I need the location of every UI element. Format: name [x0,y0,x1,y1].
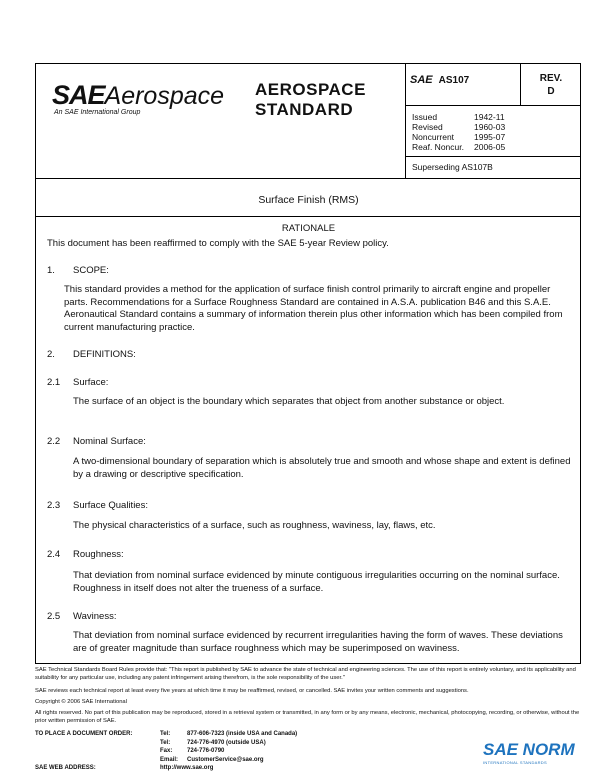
section-title: Roughness: [73,549,124,560]
watermark-text: SAE NORM [483,740,575,759]
rev-divider [520,63,521,105]
date-table [412,112,505,152]
date-value: 2006-05 [474,142,506,152]
document-number [410,74,469,86]
footer-board-rules: SAE Technical Standards Board Rules provide that: "This report is published by SAE to advance the state of technical and engineering sciences. The use of this report is entirely voluntary, and its applicability and suitability for any particular use, including any patent infringement arising therefrom, is the sole responsibility of the user." [35,667,576,681]
section-2-1-text: The surface of an object is the boundary which separates that object from another substance or object. [73,396,505,407]
section-number: 2.4 [47,549,61,560]
rationale-text: This document has been reaffirmed to comply with the SAE 5-year Review policy. [47,238,389,249]
date-row [412,112,505,122]
document-title: Surface Finish (RMS) [258,194,359,206]
date-row [412,142,505,152]
section-title: SCOPE: [73,265,109,276]
logo-tagline: An SAE International Group [54,109,141,116]
docno-bottom-rule [405,105,581,106]
section-2-5-text: That deviation from nominal surface evidenced by recurrent irregularities having the form of waves. These deviations are of greater magnitude than surface roughness which may be superimposed on waviness. [73,630,563,654]
date-label: Revised [412,122,443,132]
section-number: 2.2 [47,436,61,447]
section-title: Waviness: [73,611,117,622]
section-number: 2.3 [47,500,61,511]
dates-bottom-rule [405,156,581,157]
section-2-4-text: That deviation from nominal surface evidenced by minute contiguous irregularities occurring on the nominal surface. Roughness in itself does not alter the trueness of a surface. [73,570,560,594]
rev-label: REV. [539,73,563,84]
header-divider [405,63,406,178]
section-title: Surface: [73,377,109,388]
order-label: TO PLACE A DOCUMENT ORDER: [35,731,133,737]
sae-norm-watermark [483,740,575,765]
section-2-3-text: The physical characteristics of a surface, such as roughness, waviness, lay, flaws, etc. [73,520,436,531]
section-1-heading [47,265,109,276]
order-info [35,730,485,770]
date-value: 1995-07 [474,132,506,142]
section-number: 2.5 [47,611,61,622]
tel-value: 877-606-7323 (inside USA and Canada) [187,731,298,737]
section-number: 1. [47,265,55,276]
date-row [412,122,505,132]
footer-copyright: Copyright © 2006 SAE International [35,699,127,705]
fax-value: 724-776-0790 [187,748,225,755]
footer-rights: All rights reserved. No part of this publication may be reproduced, stored in a retrieval system or transmitted, in any form or by any means, electronic, mechanical, photocopying, recording, or otherwise, without the prior written permission of SAE. [35,710,580,724]
section-2-4-heading [47,549,124,560]
date-label: Issued [412,112,438,122]
tel2-label: Tel: [160,739,171,746]
doc-number-value: AS107 [438,75,470,86]
section-1-text: This standard provides a method for the application of surface finish control primarily to aircraft engine and propeller parts. Recommendations for a Surface Roughness Standard are contained in A.S.A. publication B46 and this S.A.E. Aeronautical Standard contains a summary of information therein plus other information which has been compiled from current manufacturing practice. [64,284,563,333]
superseding: Superseding AS107B [412,162,493,172]
section-number: 2. [47,349,55,360]
watermark-subtext: INTERNATIONAL STANDARDS [483,760,547,765]
section-title: DEFINITIONS: [73,349,136,360]
date-label: Reaf. Noncur. [412,142,464,152]
tel2-value: 724-776-4970 (outside USA) [187,739,266,746]
fax-label: Fax: [160,748,173,755]
standard-line1: AEROSPACE [255,80,366,99]
rationale-heading: RATIONALE [281,223,336,234]
section-2-2-heading [47,436,146,447]
footer-review: SAE reviews each technical report at least every five years at which time it may be reaffirmed, revised, or cancelled. SAE invites your written comments and suggestions. [35,688,469,694]
standard-type [255,80,366,120]
section-2-3-heading [47,500,148,511]
web-label: SAE WEB ADDRESS: [35,765,96,772]
sae-aerospace-logo [52,80,225,116]
section-title: Nominal Surface: [73,436,146,447]
email-label: Email: [160,756,179,763]
date-value: 1942-11 [474,112,505,122]
tel-label: Tel: [160,731,171,737]
section-2-2-text: A two-dimensional boundary of separation which is absolutely true and smooth and whose shape and extent is defined by a drawing or descriptive specification. [73,456,571,480]
header-bottom-rule [35,178,581,179]
sae-mini-logo: SAE [410,74,433,86]
date-value: 1960-03 [474,122,506,132]
date-label: Noncurrent [412,132,455,142]
section-2-1-heading [47,377,108,388]
logo-sae: SAE [52,80,105,110]
email-value[interactable]: CustomerService@sae.org [187,756,264,763]
logo-aerospace: Aerospace [104,82,225,110]
section-number: 2.1 [47,377,61,388]
section-2-5-heading [47,611,116,622]
section-title: Surface Qualities: [73,500,148,511]
date-row [412,132,505,142]
web-link[interactable]: http://www.sae.org [160,765,214,772]
revision-box [527,72,575,98]
rev-value: D [547,86,555,97]
title-bottom-rule [35,216,581,217]
section-2-heading [47,349,136,360]
standard-line2: STANDARD [255,100,354,119]
